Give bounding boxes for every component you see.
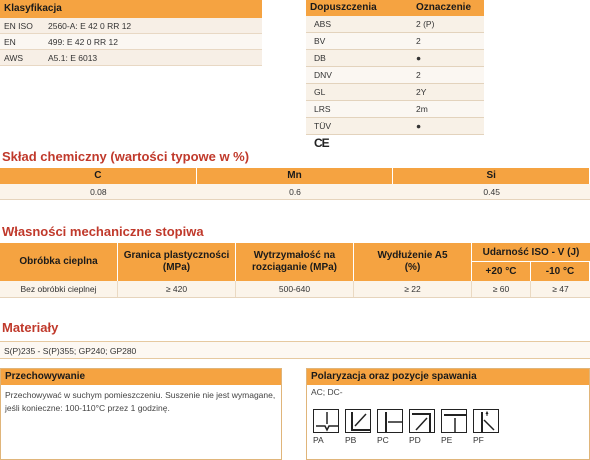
standard-value: 2560-A: E 42 0 RR 12 bbox=[48, 21, 132, 31]
position-pa bbox=[313, 409, 341, 445]
header-elongation: Wydłużenie A5 (%) bbox=[354, 243, 472, 281]
chemical-value-mn: 0.6 bbox=[289, 187, 301, 197]
table-row bbox=[306, 118, 484, 135]
storage-text: Przechowywać w suchym pomieszczeniu. Suszenie nie jest wymagane, jeśli konieczne: 100-110°C przez 1 godzinę. bbox=[5, 390, 276, 413]
value-treatment: Bez obróbki cieplnej bbox=[0, 281, 118, 297]
approval-body: DNV bbox=[314, 70, 332, 80]
table-row bbox=[306, 16, 484, 33]
standard-value: 499: E 42 0 RR 12 bbox=[48, 37, 118, 47]
position-label: PA bbox=[313, 435, 324, 445]
position-label: PD bbox=[409, 435, 421, 445]
approval-body: LRS bbox=[314, 104, 331, 114]
table-row bbox=[0, 281, 590, 298]
mechanical-table bbox=[0, 243, 590, 298]
header-impact-temps bbox=[472, 262, 590, 281]
chemical-header-row bbox=[0, 168, 590, 184]
approval-mark: 2Y bbox=[416, 87, 427, 97]
position-label: PC bbox=[377, 435, 389, 445]
header-tensile: Wytrzymałość na rozciąganie (MPa) bbox=[236, 243, 354, 281]
standard-name: AWS bbox=[4, 53, 24, 63]
chemical-value-c: 0.08 bbox=[90, 187, 107, 197]
approval-mark: ● bbox=[416, 121, 422, 131]
standard-name: EN ISO bbox=[4, 21, 33, 31]
value-yield: ≥ 420 bbox=[118, 281, 236, 297]
chemical-table bbox=[0, 168, 590, 200]
header-temp-plus20: +20 °C bbox=[472, 262, 531, 281]
weld-position-flat-icon bbox=[313, 409, 339, 433]
table-row bbox=[0, 50, 262, 66]
approval-body: BV bbox=[314, 36, 326, 46]
storage-header: Przechowywanie bbox=[1, 369, 281, 385]
position-pc bbox=[377, 409, 405, 445]
approval-mark: 2 bbox=[416, 36, 421, 46]
mechanical-title: Własności mechaniczne stopiwa bbox=[2, 224, 204, 239]
chemical-header-si: Si bbox=[393, 168, 590, 184]
welding-positions bbox=[313, 409, 501, 445]
table-row bbox=[306, 101, 484, 118]
position-label: PF bbox=[473, 435, 484, 445]
classification-rows bbox=[0, 18, 262, 66]
approval-mark: 2 bbox=[416, 70, 421, 80]
table-row bbox=[306, 33, 484, 50]
weld-position-horizontal-overhead-icon bbox=[409, 409, 435, 433]
table-row bbox=[0, 18, 262, 34]
mechanical-header-row bbox=[0, 243, 590, 281]
weld-position-horizontal-vertical-icon bbox=[345, 409, 371, 433]
materials-text: S(P)235 - S(P)355; GP240; GP280 bbox=[0, 341, 590, 359]
position-pd bbox=[409, 409, 437, 445]
approvals-rows bbox=[306, 16, 484, 135]
approvals-header-right: Oznaczenie bbox=[416, 2, 472, 13]
classification-table bbox=[0, 0, 262, 66]
approval-mark: 2 (P) bbox=[416, 19, 435, 29]
table-row bbox=[0, 184, 590, 200]
polarity-current: AC; DC- bbox=[311, 387, 343, 397]
classification-header: Klasyfikacja bbox=[0, 0, 262, 18]
chemical-title: Skład chemiczny (wartości typowe w %) bbox=[2, 149, 250, 164]
header-impact-group bbox=[472, 243, 590, 281]
approval-body: ABS bbox=[314, 19, 332, 29]
value-impact-plus20: ≥ 60 bbox=[472, 281, 531, 297]
table-row bbox=[0, 34, 262, 50]
approvals-header bbox=[306, 0, 484, 16]
approval-mark: 2m bbox=[416, 104, 428, 114]
standard-name: EN bbox=[4, 37, 16, 47]
position-pf bbox=[473, 409, 501, 445]
position-label: PB bbox=[345, 435, 357, 445]
header-temp-minus10: -10 °C bbox=[531, 262, 590, 281]
value-impact-minus10: ≥ 47 bbox=[552, 284, 569, 294]
chemical-header-c: C bbox=[0, 168, 197, 184]
position-pb bbox=[345, 409, 373, 445]
table-row bbox=[306, 67, 484, 84]
ce-mark-logo: CE bbox=[314, 136, 329, 150]
header-yield: Granica plastyczności (MPa) bbox=[118, 243, 236, 281]
approval-mark: ● bbox=[416, 53, 422, 63]
weld-position-overhead-icon bbox=[441, 409, 467, 433]
weld-position-vertical-up-icon bbox=[473, 409, 499, 433]
position-label: PE bbox=[441, 435, 453, 445]
value-tensile: 500-640 bbox=[236, 281, 354, 297]
header-treatment: Obróbka cieplna bbox=[0, 243, 118, 281]
weld-position-horizontal-icon bbox=[377, 409, 403, 433]
approvals-header-left: Dopuszczenia bbox=[310, 2, 377, 13]
table-row bbox=[306, 84, 484, 101]
value-elongation: ≥ 22 bbox=[354, 281, 472, 297]
approval-body: DB bbox=[314, 53, 326, 63]
table-row bbox=[306, 50, 484, 67]
materials-title: Materiały bbox=[2, 320, 59, 335]
chemical-value-si: 0.45 bbox=[483, 187, 500, 197]
header-impact: Udarność ISO - V (J) bbox=[472, 243, 590, 262]
storage-box bbox=[0, 368, 282, 460]
chemical-header-mn: Mn bbox=[197, 168, 394, 184]
polarity-header: Polaryzacja oraz pozycje spawania bbox=[307, 369, 589, 385]
position-pe bbox=[441, 409, 469, 445]
polarity-box bbox=[306, 368, 590, 460]
approval-body: GL bbox=[314, 87, 326, 97]
approval-body: TÜV bbox=[314, 121, 331, 131]
standard-value: A5.1: E 6013 bbox=[48, 53, 98, 63]
approvals-table bbox=[306, 0, 484, 135]
